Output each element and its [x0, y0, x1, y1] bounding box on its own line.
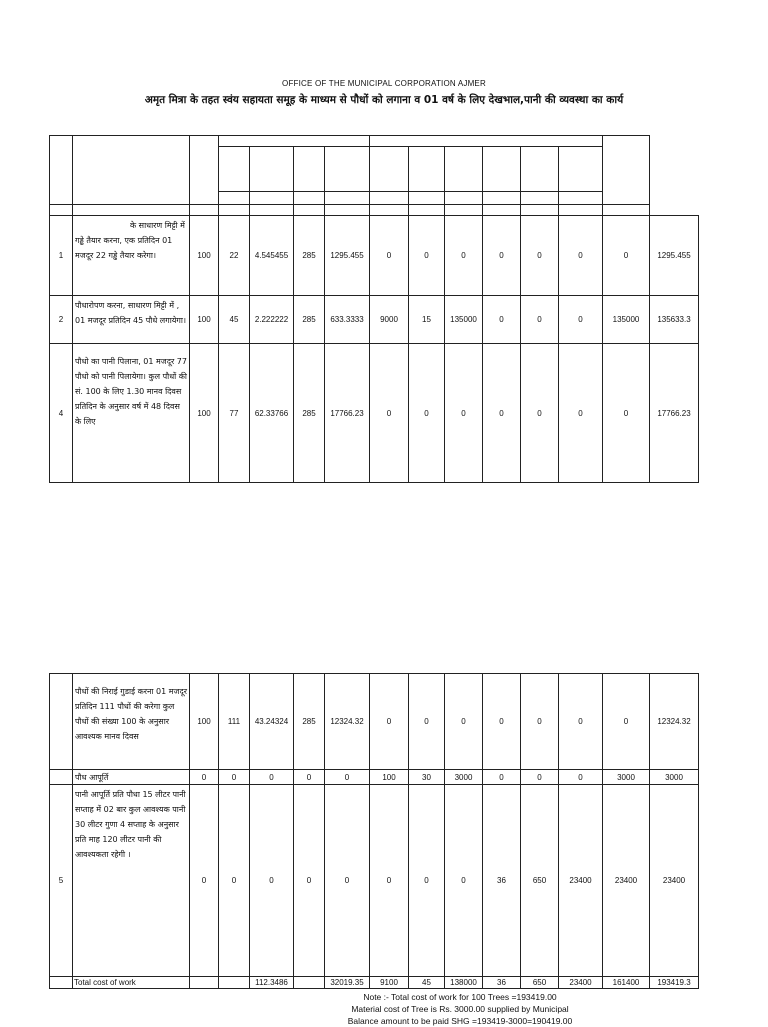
- header-cell: [521, 192, 559, 205]
- value-cell: 135633.3: [650, 296, 699, 344]
- value-cell: 0: [559, 770, 603, 785]
- value-cell: 12324.32: [650, 674, 699, 770]
- header-cell: [445, 192, 483, 205]
- value-cell: 0: [483, 770, 521, 785]
- document-title: अमृत मित्रा के तहत स्वंय सहायता समूह के माध्यम से पौधों को लगाना व 01 वर्ष के लिए देखभाल,पानी की व्यवस्था का कार्य: [144, 94, 624, 106]
- value-cell: 100: [370, 770, 409, 785]
- total-value-cell: 650: [521, 977, 559, 989]
- value-cell: 0: [190, 785, 219, 977]
- value-cell: 3000: [650, 770, 699, 785]
- header-cell: [219, 136, 370, 147]
- table-row: [50, 674, 699, 770]
- table-row: [50, 344, 699, 483]
- value-cell: 4.545455: [250, 216, 294, 296]
- sn-cell: 5: [50, 785, 73, 977]
- value-cell: 0: [559, 296, 603, 344]
- description-cell: पौधो का पानी पिलाना, 01 मजदूर 77 पौधो को पानी पिलायेगा। कुल पौधों की सं. 100 के लिए 1.30 मानव दिवस प्रतिदिन के अनुसार वर्ष में 48 दिवस के लिए: [73, 344, 190, 483]
- value-cell: 9000: [370, 296, 409, 344]
- value-cell: 22: [219, 216, 250, 296]
- value-cell: 45: [219, 296, 250, 344]
- table-row: [50, 770, 699, 785]
- estimate-table-bottom: [49, 673, 699, 989]
- table-row: [50, 216, 699, 296]
- total-value-cell: 9100: [370, 977, 409, 989]
- header-cell: [294, 192, 325, 205]
- header-cell: [325, 147, 370, 192]
- value-cell: 650: [521, 785, 559, 977]
- value-cell: 0: [409, 216, 445, 296]
- header-cell: [409, 147, 445, 192]
- value-cell: 100: [190, 344, 219, 483]
- header-cell: [250, 147, 294, 192]
- value-cell: 23400: [559, 785, 603, 977]
- value-cell: [294, 977, 325, 989]
- value-cell: 0: [325, 785, 370, 977]
- table-row: [50, 785, 699, 977]
- grand-total-cell: 193419.3: [650, 977, 699, 989]
- total-value-cell: 138000: [445, 977, 483, 989]
- value-cell: 0: [445, 785, 483, 977]
- total-value-cell: 112.3486: [250, 977, 294, 989]
- value-cell: 0: [325, 770, 370, 785]
- header-cell: [409, 192, 445, 205]
- header-cell: [603, 136, 650, 205]
- total-value-cell: 36: [483, 977, 521, 989]
- value-cell: 0: [521, 296, 559, 344]
- header-cell: [190, 136, 219, 205]
- value-cell: [219, 977, 250, 989]
- header-cell: [559, 192, 603, 205]
- header-cell: [50, 136, 73, 205]
- value-cell: 3000: [445, 770, 483, 785]
- value-cell: 0: [370, 674, 409, 770]
- header-cell: [370, 147, 409, 192]
- value-cell: 135000: [445, 296, 483, 344]
- header-cell: [250, 192, 294, 205]
- value-cell: 0: [521, 216, 559, 296]
- value-cell: 0: [559, 674, 603, 770]
- total-value-cell: 32019.35: [325, 977, 370, 989]
- value-cell: 0: [190, 770, 219, 785]
- value-cell: 0: [294, 770, 325, 785]
- value-cell: 0: [521, 770, 559, 785]
- value-cell: 62.33766: [250, 344, 294, 483]
- value-cell: 0: [603, 216, 650, 296]
- header-cell: [325, 192, 370, 205]
- value-cell: 3000: [603, 770, 650, 785]
- value-cell: 285: [294, 344, 325, 483]
- sn-cell: [50, 674, 73, 770]
- value-cell: 0: [445, 344, 483, 483]
- total-label: Total cost of work: [73, 977, 190, 989]
- value-cell: 0: [603, 674, 650, 770]
- description-cell: पौध आपूर्ति: [73, 770, 190, 785]
- header-cell: [483, 147, 521, 192]
- value-cell: 111: [219, 674, 250, 770]
- value-cell: 285: [294, 296, 325, 344]
- header-cell: [370, 136, 603, 147]
- value-cell: 0: [370, 344, 409, 483]
- total-value-cell: 161400: [603, 977, 650, 989]
- value-cell: 100: [190, 296, 219, 344]
- header-cell: [219, 192, 250, 205]
- value-cell: 0: [250, 785, 294, 977]
- value-cell: 0: [483, 344, 521, 483]
- header-cell: [73, 136, 190, 205]
- header-cell: [370, 192, 409, 205]
- value-cell: 15: [409, 296, 445, 344]
- value-cell: 0: [409, 674, 445, 770]
- sn-cell: 1: [50, 216, 73, 296]
- header-cell: [294, 147, 325, 192]
- note-line: Material cost of Tree is Rs. 3000.00 supplied by Municipal: [351, 1004, 569, 1014]
- value-cell: 100: [190, 674, 219, 770]
- value-cell: 23400: [603, 785, 650, 977]
- spacer-row: [50, 205, 699, 216]
- description-cell: पौधारोपण करना, साधारण मिट्टी में , 01 मजदूर प्रतिदिन 45 पौधे लगायेगा।: [73, 296, 190, 344]
- value-cell: 0: [483, 296, 521, 344]
- value-cell: 12324.32: [325, 674, 370, 770]
- value-cell: 0: [219, 770, 250, 785]
- description-cell: पानी आपूर्ति प्रति पौधा 15 लीटर पानी सप्ताह में 02 बार कुल आवश्यक पानी 30 लीटर गुणा 4 सप्ताह के अनुसार प्रति माह 120 लीटर पानी की आवश्यकता रहेगी ।: [73, 785, 190, 977]
- value-cell: 36: [483, 785, 521, 977]
- value-cell: 135000: [603, 296, 650, 344]
- estimate-table-top: [49, 135, 699, 483]
- value-cell: 0: [370, 785, 409, 977]
- value-cell: 2.222222: [250, 296, 294, 344]
- value-cell: 17766.23: [650, 344, 699, 483]
- value-cell: 0: [559, 344, 603, 483]
- note-line: Balance amount to be paid SHG =193419-3000=190419.00: [347, 1016, 573, 1026]
- value-cell: 0: [521, 344, 559, 483]
- sn-cell: [50, 770, 73, 785]
- value-cell: 30: [409, 770, 445, 785]
- value-cell: 100: [190, 216, 219, 296]
- value-cell: 0: [483, 216, 521, 296]
- value-cell: 0: [219, 785, 250, 977]
- value-cell: 23400: [650, 785, 699, 977]
- description-cell: के साधारण मिट्टी में गड्ढे तैयार करना, एक प्रतिदिन 01 मजदूर 22 गड्ढे तैयार करेगा।: [73, 216, 190, 296]
- value-cell: 0: [409, 785, 445, 977]
- value-cell: 633.3333: [325, 296, 370, 344]
- total-value-cell: 23400: [559, 977, 603, 989]
- header-cell: [483, 192, 521, 205]
- value-cell: 0: [409, 344, 445, 483]
- value-cell: 43.24324: [250, 674, 294, 770]
- value-cell: 0: [294, 785, 325, 977]
- header-cell: [521, 147, 559, 192]
- value-cell: 0: [445, 674, 483, 770]
- value-cell: 0: [603, 344, 650, 483]
- header-cell: [559, 147, 603, 192]
- header-cell: [219, 147, 250, 192]
- notes-block: [300, 991, 620, 1027]
- value-cell: 0: [250, 770, 294, 785]
- sn-cell: 2: [50, 296, 73, 344]
- office-name: OFFICE OF THE MUNICIPAL CORPORATION AJMER: [282, 79, 486, 88]
- value-cell: [190, 977, 219, 989]
- value-cell: 285: [294, 674, 325, 770]
- value-cell: 0: [445, 216, 483, 296]
- description-cell: पौधों की निराई गुडाई करना 01 मजदूर प्रतिदिन 111 पौधों की करेगा कुल पौधों की संख्या 100 के अनुसार आवश्यक मानव दिवस: [73, 674, 190, 770]
- value-cell: 0: [559, 216, 603, 296]
- value-cell: 285: [294, 216, 325, 296]
- total-value-cell: 45: [409, 977, 445, 989]
- value-cell: 17766.23: [325, 344, 370, 483]
- sn-cell: 4: [50, 344, 73, 483]
- value-cell: 1295.455: [650, 216, 699, 296]
- header-row-1: [50, 136, 699, 147]
- note-line: Note :- Total cost of work for 100 Trees =193419.00: [363, 992, 557, 1002]
- table-row: [50, 296, 699, 344]
- value-cell: 0: [370, 216, 409, 296]
- value-cell: 0: [483, 674, 521, 770]
- sn-cell: [50, 977, 73, 989]
- value-cell: 0: [521, 674, 559, 770]
- value-cell: 77: [219, 344, 250, 483]
- value-cell: 1295.455: [325, 216, 370, 296]
- total-row: [50, 977, 699, 989]
- header-cell: [445, 147, 483, 192]
